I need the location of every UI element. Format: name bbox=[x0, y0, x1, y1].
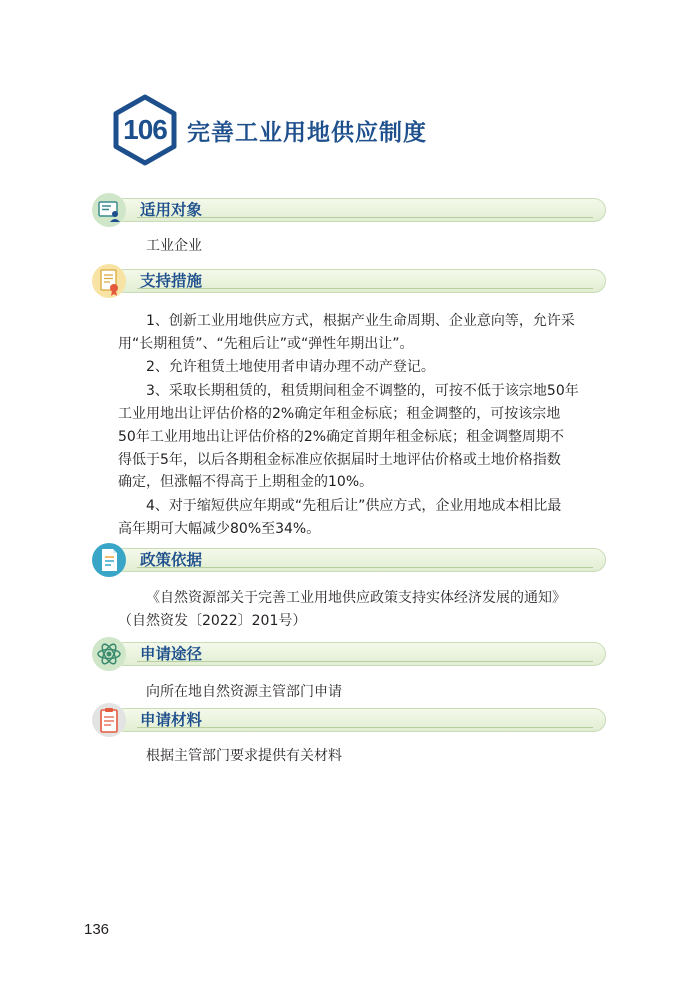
measures-line: 4、对于缩短供应年期或“先租后让”供应方式，企业用地成本相比最 bbox=[146, 498, 562, 514]
measures-line: 得低于5年，以后各期租金标准应依据届时土地评估价格或土地价格指数 bbox=[118, 452, 561, 468]
section-heading-basis: 政策依据 bbox=[140, 551, 203, 569]
section-heading-applicable: 适用对象 bbox=[140, 201, 203, 219]
page-number: 136 bbox=[84, 921, 110, 938]
channel-text: 向所在地自然资源主管部门申请 bbox=[146, 684, 342, 700]
measures-line: 用“长期租赁”、“先租后让”或“弹性年期出让”。 bbox=[118, 336, 414, 352]
basis-line: 《自然资源部关于完善工业用地供应政策支持实体经济发展的通知》 bbox=[146, 590, 566, 606]
measures-line: 确定，但涨幅不得高于上期租金的10%。 bbox=[118, 474, 374, 490]
section-heading-materials: 申请材料 bbox=[140, 711, 203, 729]
document-icon bbox=[91, 542, 127, 578]
atom-icon bbox=[91, 636, 127, 672]
materials-text: 根据主管部门要求提供有关材料 bbox=[146, 748, 342, 764]
measures-line: 工业用地出让评估价格的2%确定年租金标底；租金调整的，可按该宗地 bbox=[118, 406, 561, 422]
certificate-document-icon bbox=[91, 263, 127, 299]
basis-line: （自然资发〔2022〕201号） bbox=[118, 613, 307, 629]
section-number: 106 bbox=[123, 114, 167, 145]
clipboard-icon bbox=[91, 702, 127, 738]
applicable-text: 工业企业 bbox=[146, 238, 202, 254]
measures-line: 50年工业用地出让评估价格的2%确定首期年租金标底；租金调整周期不 bbox=[118, 429, 565, 445]
section-heading-channel: 申请途径 bbox=[140, 645, 203, 663]
section-heading-measures: 支持措施 bbox=[140, 272, 203, 290]
measures-line: 3、采取长期租赁的，租赁期间租金不调整的，可按不低于该宗地50年 bbox=[146, 383, 579, 399]
measures-line: 2、允许租赁土地使用者申请办理不动产登记。 bbox=[146, 359, 435, 375]
measures-line: 1、创新工业用地供应方式，根据产业生命周期、企业意向等，允许采 bbox=[146, 313, 575, 329]
page-title: 完善工业用地供应制度 bbox=[187, 120, 427, 146]
id-card-icon bbox=[91, 192, 127, 228]
measures-line: 高年期可大幅减少80%至34%。 bbox=[118, 521, 321, 537]
